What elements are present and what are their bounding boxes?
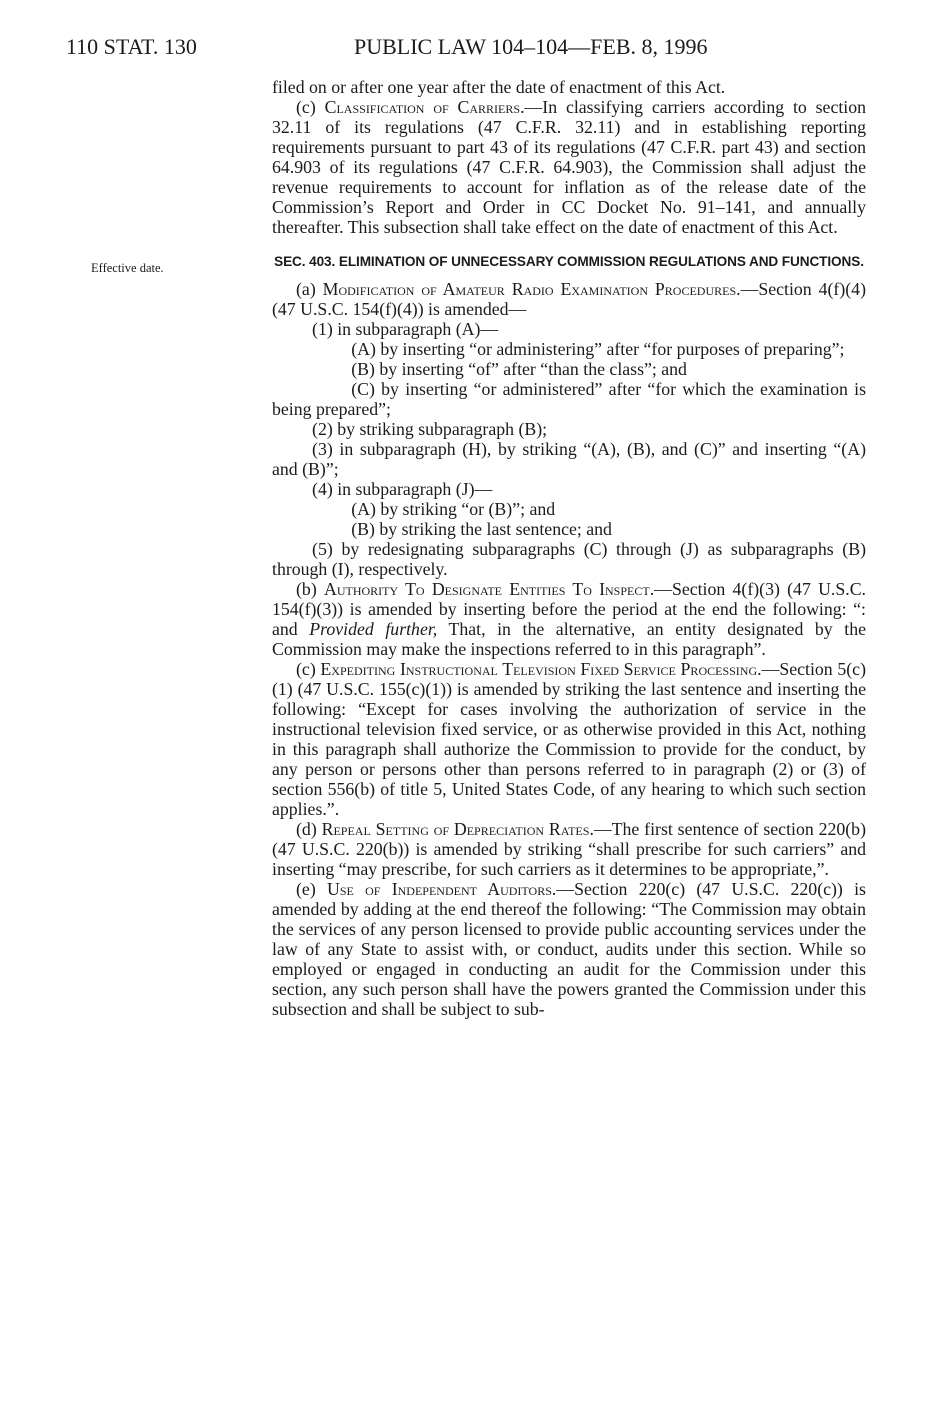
subparagraph-4B: (B) by striking the last sentence; and — [351, 519, 612, 539]
paragraph-5: (5) by redesignating subparagraphs (C) through (J) as subparagraphs (B) through (I), respectively. — [272, 539, 866, 579]
heading-dash: .— — [589, 819, 612, 839]
heading-dash: .— — [551, 879, 575, 899]
paragraph-3: (3) in subparagraph (H), by striking “(A), (B), and (C)” and inserting “(A) and (B)”; — [272, 439, 866, 479]
subsection-b — [272, 579, 866, 659]
subsection-text: Section 220(c) (47 U.S.C. 220(c)) is amended by adding at the end thereof the following: “The Commission may obtain the services of any person licensed to provide public accounting services under the law of any State to assist with, or conduct, audits under this section. While so employed or engaged in conducting an audit for the Commission under this section, any such person shall have the powers granted the Commission under this subsection and shall be subject to sub- — [272, 879, 866, 1019]
subsection-text: Section 4(f)(3) (47 U.S.C. 154(f)(3)) is amended by inserting before the period at the end the following: “: and — [272, 579, 866, 639]
subsection-text: In classifying carriers according to section 32.11 of its regulations (47 C.F.R. 32.11) and in establishing reporting requirements pursuant to part 43 of its regulations (47 C.F.R. part 43) and section 64.903 of its regulations (47 C.F.R. 64.903), the Commission shall adjust the revenue requirements to account for inflation as of the release date of the Commission’s Report and Order in CC Docket No. 91–141, and annually thereafter. This subsection shall take effect on the date of enactment of this Act. — [272, 97, 866, 237]
public-law-title: PUBLIC LAW 104–104—FEB. 8, 1996 — [354, 34, 708, 59]
subsection-heading: Use of Independent Auditors — [327, 879, 552, 899]
subsection-label: (c) — [296, 97, 325, 117]
heading-dash: .— — [757, 659, 780, 679]
subparagraph-1A: (A) by inserting “or administering” after “for purposes of preparing”; — [351, 339, 845, 359]
subsection-heading: Expediting Instructional Television Fixed Service Processing — [320, 659, 758, 679]
subsection-label: (d) — [296, 819, 322, 839]
subsection-a — [272, 279, 866, 319]
subsection-label: (e) — [296, 879, 328, 899]
subparagraph-4A: (A) by striking “or (B)”; and — [351, 499, 556, 519]
subsection-text: The first sentence of section 220(b) (47 U.S.C. 220(b)) is amended by striking “shall prescribe for such carriers” and inserting “may prescribe, for such carriers as it determines to be appropriate,”. — [272, 819, 866, 879]
page-number: 110 STAT. 130 — [66, 34, 197, 59]
subsection-d — [272, 819, 866, 879]
heading-dash: .— — [649, 579, 672, 599]
subparagraph-1B: (B) by inserting “of” after “than the class”; and — [351, 359, 687, 379]
subsection-label: (c) — [296, 659, 321, 679]
heading-dash: .— — [520, 97, 543, 117]
section-403-heading: SEC. 403. ELIMINATION OF UNNECESSARY COMMISSION REGULATIONS AND FUNCTIONS. — [274, 254, 864, 269]
paragraph-2: (2) by striking subparagraph (B); — [312, 419, 548, 439]
paragraph-4: (4) in subparagraph (J)— — [312, 479, 493, 499]
carryover-paragraph: filed on or after one year after the date of enactment of this Act. — [272, 77, 726, 97]
subsection-c-classification — [272, 97, 866, 237]
subsection-c-itfs — [272, 659, 866, 819]
subsection-label: (b) — [296, 579, 324, 599]
heading-dash: .— — [736, 279, 759, 299]
body-text — [272, 77, 866, 1019]
margin-note-effective-date: Effective date. — [91, 261, 164, 275]
subsection-text: Section 4(f)(4) (47 U.S.C. 154(f)(4)) is amended— — [272, 279, 866, 319]
subparagraph-1C: (C) by inserting “or administered” after “for which the examination is being prepared”; — [272, 379, 866, 419]
subsection-text-continued: That, in the alternative, an entity designated by the Commission may make the inspections referred to in this paragraph”. — [272, 619, 866, 659]
subsection-text: Section 5(c)(1) (47 U.S.C. 155(c)(1)) is amended by striking the last sentence and inserting the following: “Except for cases involving the authorization of service in the instructional television fixed service, or as otherwise provided in this Act, nothing in this paragraph shall authorize the Commission to provide for the conduct, by any person or persons other than persons referred to in paragraph (2) or (3) of section 556(b) of title 5, United States Code, of any hearing to which such section applies.”. — [272, 659, 866, 819]
subsection-label: (a) — [296, 279, 323, 299]
paragraph-1: (1) in subparagraph (A)— — [312, 319, 499, 339]
subsection-heading: Repeal Setting of Depreciation Rates — [321, 819, 590, 839]
page-header — [66, 34, 708, 60]
subsection-heading: Authority To Designate Entities To Inspect — [323, 579, 650, 599]
subsection-heading: Modification of Amateur Radio Examination Procedures — [322, 279, 737, 299]
proviso-text: Provided further, — [309, 619, 438, 639]
subsection-heading: Classification of Carriers — [324, 97, 521, 117]
subsection-e — [272, 879, 866, 1019]
